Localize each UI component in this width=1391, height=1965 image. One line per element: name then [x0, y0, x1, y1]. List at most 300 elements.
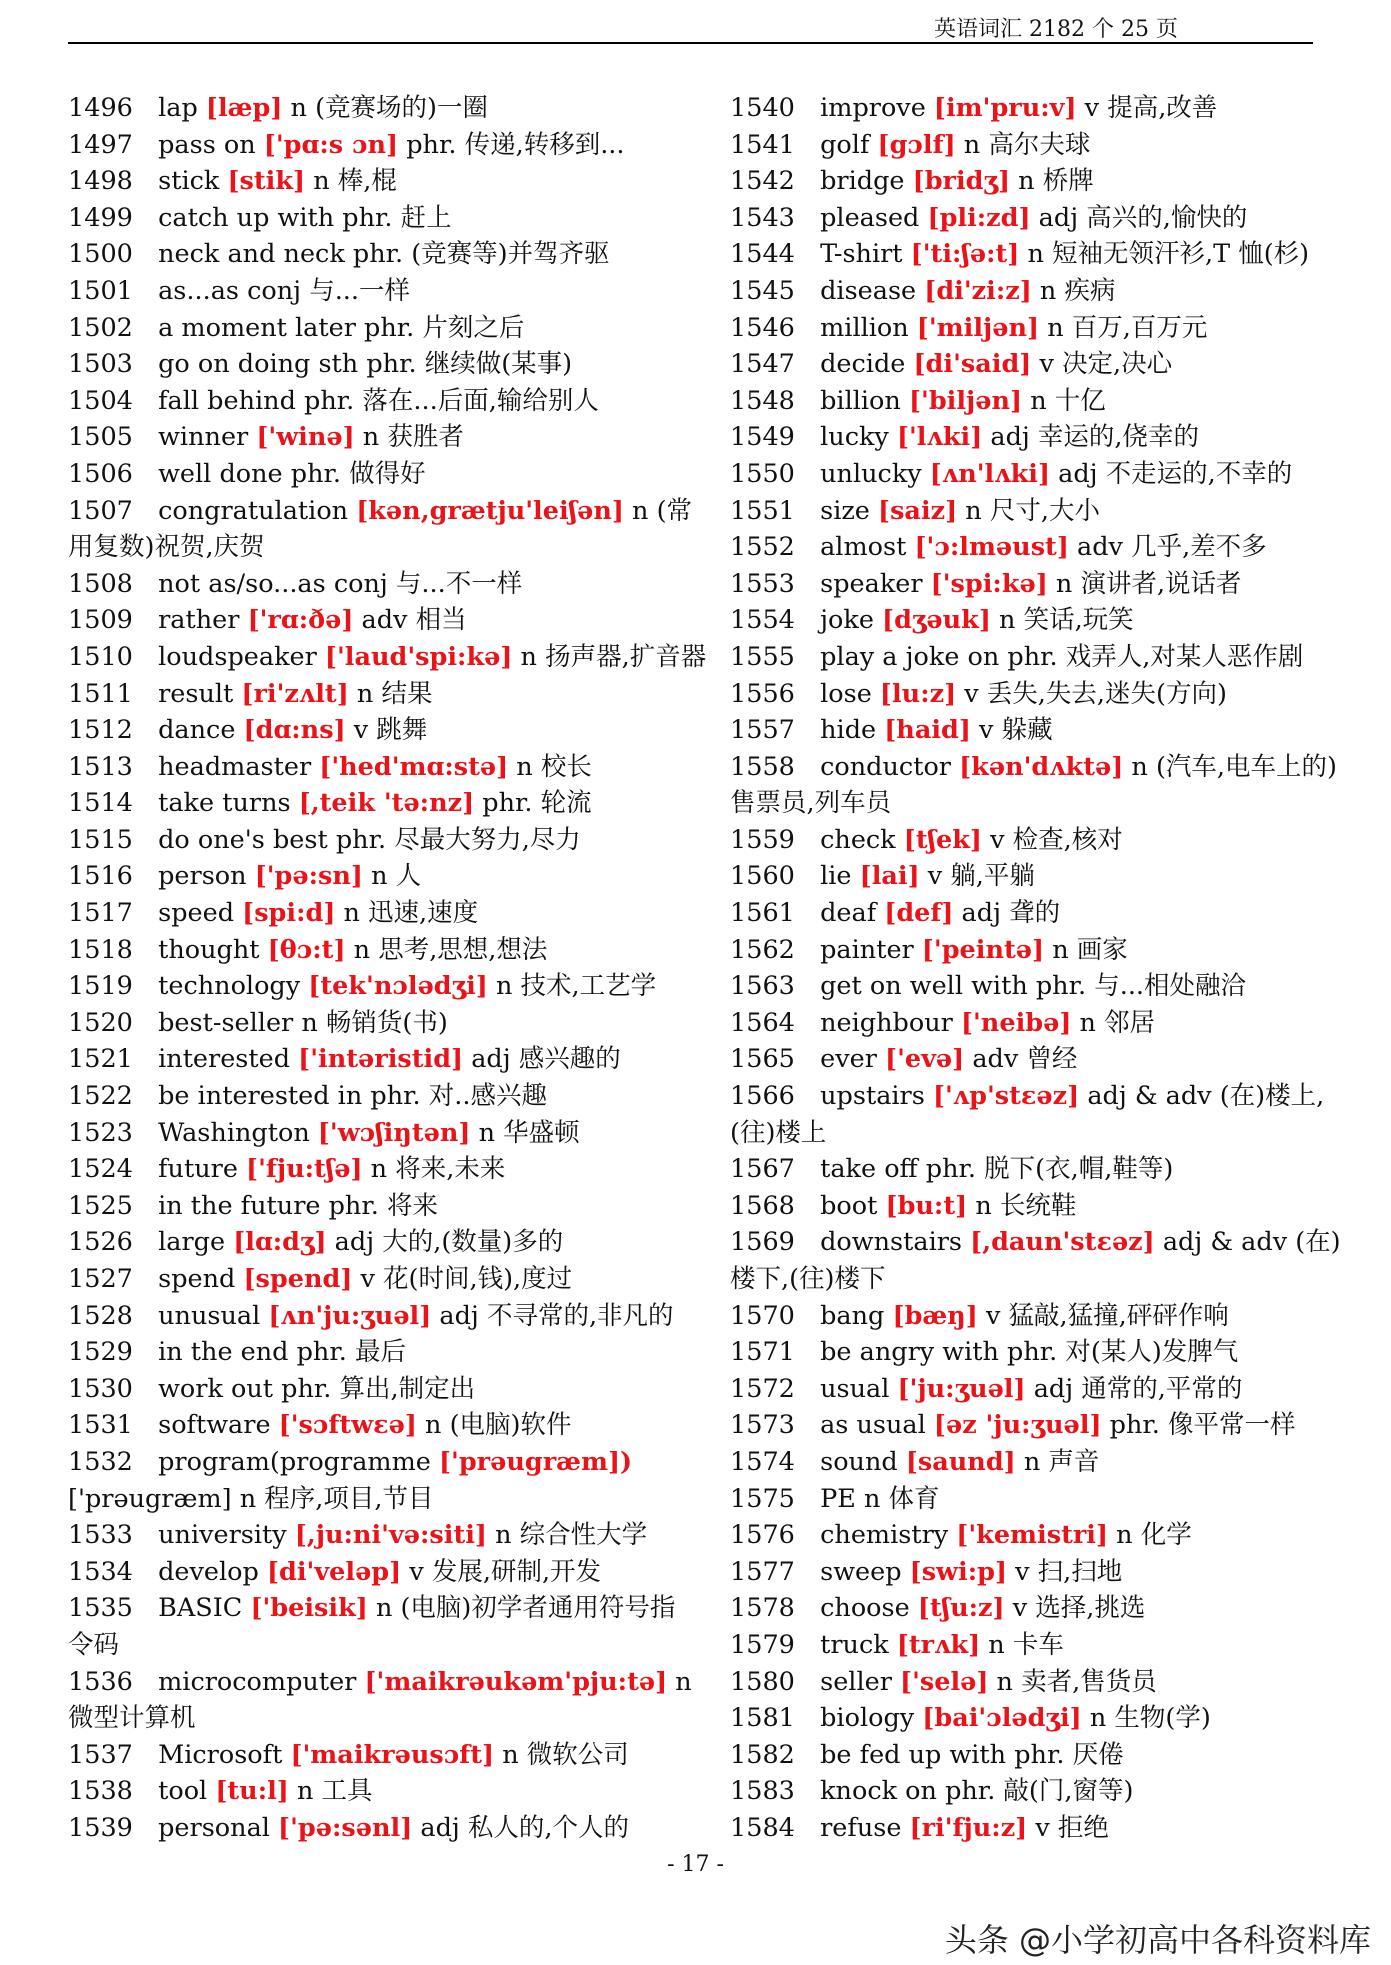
- entry-number: 1518: [68, 934, 133, 965]
- vocab-entry: [730, 529, 1360, 566]
- entry-number: 1502: [68, 312, 133, 343]
- entry-word: catch up with: [158, 202, 335, 233]
- entry-phonetic: ['ju:ʒuəl]: [897, 1373, 1026, 1404]
- entry-word: rather: [158, 605, 240, 636]
- entry-phonetic: ['fju:tʃə]: [246, 1154, 363, 1185]
- entry-number: 1505: [68, 422, 133, 453]
- entry-number: 1516: [68, 861, 133, 892]
- entry-word: get on well with: [820, 971, 1028, 1002]
- entry-part-of-speech: n: [301, 1007, 318, 1038]
- entry-definition: (常用复数)祝贺,庆贺: [68, 495, 693, 563]
- entry-definition: (在)楼下,(往)楼下: [730, 1227, 1341, 1294]
- vocab-entry: [68, 639, 707, 676]
- entry-definition: 短袖无领汗衫,T 恤(杉): [1052, 239, 1310, 270]
- entry-phonetic: ['spi:kə]: [930, 568, 1048, 599]
- entry-phonetic: ['biljən]: [908, 385, 1023, 416]
- entry-number: 1520: [68, 1007, 133, 1038]
- entry-part-of-speech: adj: [1058, 458, 1098, 489]
- vocab-entry: [68, 1737, 698, 1774]
- vocab-entry: [68, 493, 698, 566]
- entry-phonetic: [im'pru:v]: [933, 93, 1077, 123]
- entry-word: improve: [820, 93, 926, 123]
- entry-part-of-speech: n: [675, 1666, 692, 1697]
- entry-phonetic: ['evə]: [885, 1044, 965, 1075]
- entry-phonetic: [kən'dʌktə]: [959, 751, 1124, 782]
- entry-part-of-speech: n: [1116, 1520, 1133, 1551]
- entry-phonetic: ['maikrəusɔft]: [290, 1739, 495, 1770]
- entry-part-of-speech: n: [996, 1666, 1013, 1697]
- entry-definition: 相当: [415, 605, 467, 636]
- vocab-entry: [68, 858, 698, 895]
- entry-word: billion: [820, 385, 901, 416]
- entry-part-of-speech: n: [313, 166, 330, 197]
- entry-number: 1544: [730, 239, 795, 270]
- entry-definition: 轮流: [540, 788, 592, 819]
- entry-word: unusual: [158, 1300, 261, 1331]
- vocab-entry: [68, 456, 698, 493]
- entry-word: headmaster: [158, 751, 312, 782]
- vocab-entry: [68, 1664, 698, 1737]
- entry-definition: 提高,改善: [1107, 93, 1218, 123]
- entry-number: 1538: [68, 1776, 133, 1807]
- entry-number: 1582: [730, 1739, 795, 1770]
- vocab-entry: [730, 456, 1360, 493]
- entry-phonetic: [ʌn'lʌki]: [929, 458, 1051, 489]
- entry-number: 1555: [730, 641, 795, 672]
- entry-number: 1559: [730, 824, 795, 855]
- entry-part-of-speech: adj & adv: [1087, 1081, 1212, 1112]
- entry-part-of-speech: phr.: [304, 385, 355, 416]
- entry-phonetic: [def]: [884, 898, 954, 929]
- entry-phonetic: ['wɔʃiŋtən]: [317, 1117, 471, 1148]
- entry-part-of-speech: phr.: [370, 1081, 421, 1112]
- entry-definition: 大的,(数量)多的: [382, 1227, 564, 1258]
- entry-part-of-speech: n: [495, 1520, 512, 1551]
- entry-word: in the future: [158, 1190, 321, 1221]
- entry-word: speaker: [820, 568, 923, 599]
- entry-definition: 花(时间,钱),度过: [383, 1264, 573, 1294]
- entry-phonetic: ['maikrəukəm'pju:tə]: [364, 1666, 668, 1697]
- entry-number: 1522: [68, 1081, 133, 1112]
- vocab-entry: [730, 1737, 1360, 1774]
- entry-word: decide: [820, 349, 906, 380]
- entry-number: 1560: [730, 861, 795, 892]
- vocab-entry: [730, 712, 1360, 749]
- entry-phonetic: [lai]: [859, 861, 920, 892]
- entry-definition: 片刻之后: [422, 312, 525, 343]
- entry-number: 1541: [730, 129, 795, 160]
- entry-part-of-speech: v: [1012, 1593, 1028, 1624]
- entry-number: 1545: [730, 275, 795, 306]
- entry-definition: 检查,核对: [1012, 824, 1123, 855]
- entry-number: 1535: [68, 1593, 133, 1624]
- entry-part-of-speech: n: [520, 641, 537, 672]
- entry-word: conductor: [820, 751, 951, 782]
- vocab-entry: [730, 1371, 1360, 1408]
- entry-number: 1507: [68, 495, 133, 526]
- entry-word: disease: [820, 275, 917, 306]
- entry-definition: 邻居: [1104, 1007, 1156, 1038]
- entry-number: 1577: [730, 1556, 795, 1587]
- entry-word: as usual: [820, 1410, 926, 1441]
- entry-word: truck: [820, 1629, 889, 1660]
- entry-phonetic: [tek'nɔlədʒi]: [308, 971, 488, 1002]
- entry-word: boot: [820, 1190, 878, 1221]
- entry-definition: 人: [395, 861, 422, 892]
- entry-part-of-speech: conj: [247, 275, 302, 306]
- entry-part-of-speech: phr.: [1007, 641, 1058, 672]
- entry-definition: 尺寸,大小: [989, 495, 1100, 526]
- entry-part-of-speech: adj: [471, 1044, 511, 1075]
- entry-phonetic: ['rɑ:ðə]: [247, 605, 354, 636]
- entry-number: 1501: [68, 275, 133, 306]
- entry-number: 1576: [730, 1520, 795, 1551]
- entry-word: downstairs: [820, 1227, 963, 1258]
- entry-part-of-speech: adj: [1038, 202, 1079, 233]
- vocab-entry: [68, 1407, 698, 1444]
- entry-number: 1533: [68, 1520, 133, 1551]
- entry-number: 1532: [68, 1446, 133, 1477]
- entry-phonetic: [haid]: [884, 715, 971, 746]
- entry-phonetic: ['pə:sn]: [254, 861, 363, 892]
- entry-phonetic: [bæŋ]: [892, 1300, 978, 1331]
- entry-part-of-speech: phr.: [342, 202, 393, 233]
- vocab-entry: [730, 602, 1360, 639]
- entry-phonetic: ['pɑ:s ɔn]: [263, 129, 399, 160]
- vocab-entry: [730, 968, 1360, 1005]
- entry-word: golf: [820, 129, 870, 160]
- entry-part-of-speech: phr.: [296, 1337, 347, 1368]
- entry-phonetic: [ri'fju:z]: [909, 1812, 1028, 1843]
- entry-word: do one's best: [158, 824, 328, 855]
- entry-number: 1578: [730, 1593, 795, 1624]
- entry-definition: 疾病: [1064, 275, 1116, 306]
- entry-definition: 工具: [321, 1776, 373, 1807]
- entry-part-of-speech: n: [478, 1117, 496, 1148]
- entry-phonetic: [bridʒ]: [912, 166, 1011, 197]
- entry-phonetic: [spend]: [243, 1264, 353, 1294]
- vocab-entry: [730, 1810, 1360, 1847]
- vocab-entry: [68, 1005, 698, 1042]
- vocab-entry: [730, 493, 1360, 530]
- entry-definition: 像平常一样: [1168, 1410, 1296, 1441]
- entry-part-of-speech: n: [353, 934, 371, 965]
- vocab-entry: [68, 749, 698, 786]
- entry-part-of-speech: v: [409, 1556, 424, 1587]
- entry-definition: 继续做(某事): [424, 349, 573, 380]
- entry-phonetic: [tʃek]: [903, 824, 982, 855]
- entry-word: go on doing sth: [158, 349, 359, 380]
- entry-part-of-speech: n: [965, 495, 982, 526]
- entry-number: 1568: [730, 1190, 795, 1221]
- entry-word: lucky: [820, 422, 889, 453]
- page-number: - 17 -: [667, 1852, 724, 1877]
- entry-phonetic: [,teik 'tə:nz]: [298, 788, 475, 819]
- entry-phonetic: ['selə]: [900, 1666, 989, 1697]
- vocab-entry: [730, 1444, 1360, 1481]
- entry-part-of-speech: phr.: [406, 129, 457, 160]
- entry-part-of-speech: conj: [333, 568, 388, 599]
- entry-phonetic: ['hed'mɑ:stə]: [319, 751, 509, 782]
- entry-part-of-speech: n: [343, 898, 360, 929]
- vocab-entry: [68, 90, 698, 127]
- entry-definition: 棒,棍: [337, 166, 397, 197]
- vocab-entry: [730, 676, 1360, 713]
- entry-definition: (电脑)软件: [449, 1410, 572, 1441]
- vocab-entry: [68, 310, 698, 347]
- vocab-entry: [730, 1151, 1360, 1188]
- entry-definition: 猛敲,猛撞,砰砰作响: [1008, 1300, 1229, 1331]
- entry-number: 1519: [68, 971, 133, 1002]
- vocab-entry: [68, 932, 698, 969]
- vocab-entry: [68, 566, 698, 603]
- header-title: 英语词汇 2182 个 25 页: [934, 17, 1178, 42]
- entry-word: well done: [158, 458, 283, 489]
- entry-number: 1517: [68, 898, 133, 929]
- entry-definition: 体育: [888, 1483, 940, 1514]
- entry-phonetic: [tu:l]: [215, 1776, 289, 1807]
- entry-part-of-speech: n: [290, 93, 307, 123]
- entry-part-of-speech: n: [1047, 312, 1064, 343]
- entry-phonetic: ['intəristid]: [298, 1044, 464, 1075]
- entry-definition: 曾经: [1026, 1044, 1078, 1075]
- vocab-entry: [68, 273, 698, 310]
- entry-number: 1512: [68, 715, 133, 746]
- vocab-entry: [68, 1078, 698, 1115]
- entry-definition: 幸运的,侥幸的: [1037, 422, 1200, 453]
- entry-definition: 私人的,个人的: [467, 1812, 630, 1843]
- entry-phonetic: [bai'ɔlədʒi]: [922, 1703, 1082, 1734]
- entry-part-of-speech: phr.: [364, 312, 415, 343]
- entry-definition: 化学: [1140, 1520, 1192, 1551]
- entry-word: work out: [158, 1373, 274, 1404]
- vocab-entry: [730, 858, 1360, 895]
- entry-number: 1549: [730, 422, 795, 453]
- vocab-entry: [730, 822, 1360, 859]
- entry-word: stick: [158, 166, 220, 197]
- entry-part-of-speech: n: [1018, 166, 1035, 197]
- entry-number: 1515: [68, 824, 133, 855]
- entry-number: 1575: [730, 1483, 795, 1514]
- vocab-entry: [730, 346, 1360, 383]
- entry-phonetic: [di'said]: [913, 349, 1032, 380]
- vocab-entry: [730, 127, 1360, 164]
- entry-definition: 跳舞: [376, 715, 428, 746]
- entry-phonetic: ['beisik]: [250, 1593, 368, 1624]
- vocab-entry: [68, 1041, 698, 1078]
- entry-number: 1563: [730, 971, 795, 1002]
- entry-definition: 尽最大努力,尽力: [394, 824, 581, 855]
- vocab-entry: [68, 1371, 698, 1408]
- entry-number: 1572: [730, 1373, 795, 1404]
- right-vocab-column: [730, 90, 1360, 1847]
- entry-word: bridge: [820, 166, 905, 197]
- entry-definition: 脱下(衣,帽,鞋等): [984, 1154, 1174, 1185]
- vocab-entry: [730, 1188, 1360, 1225]
- entry-word: a moment later: [158, 312, 356, 343]
- entry-phonetic: ['kemistri]: [956, 1520, 1109, 1551]
- entry-definition: 技术,工艺学: [520, 971, 657, 1002]
- entry-part-of-speech: adj: [1033, 1373, 1074, 1404]
- entry-word: as...as: [158, 275, 240, 306]
- entry-phonetic: [spi:d]: [242, 898, 336, 929]
- entry-number: 1561: [730, 898, 795, 929]
- entry-definition: 丢失,失去,迷失(方向): [986, 678, 1227, 709]
- entry-word: unlucky: [820, 458, 922, 489]
- entry-word: speed: [158, 898, 235, 929]
- entry-definition: 生物(学): [1114, 1703, 1211, 1734]
- entry-number: 1497: [68, 129, 133, 160]
- vocab-entry: [730, 1298, 1360, 1335]
- entry-definition: 戏弄人,对某人恶作剧: [1065, 641, 1304, 672]
- entry-word: large: [158, 1227, 226, 1258]
- entry-part-of-speech: phr.: [1014, 1739, 1065, 1770]
- entry-word: person: [158, 861, 247, 892]
- vocab-entry: [68, 1334, 698, 1371]
- entry-definition: 画家: [1076, 934, 1128, 965]
- entry-word: painter: [820, 934, 914, 965]
- entry-number: 1571: [730, 1337, 795, 1368]
- entry-part-of-speech: phr.: [945, 1776, 996, 1807]
- entry-definition: (在)楼上,(往)楼上: [730, 1081, 1325, 1148]
- entry-word: upstairs: [820, 1081, 925, 1112]
- entry-definition: 拒绝: [1057, 1812, 1109, 1843]
- vocab-entry: [68, 1444, 698, 1517]
- entry-definition: 微软公司: [526, 1739, 629, 1770]
- entry-part-of-speech: n: [502, 1739, 519, 1770]
- vocab-entry: [68, 968, 698, 1005]
- entry-number: 1550: [730, 458, 795, 489]
- entry-word: future: [158, 1154, 238, 1185]
- entry-phonetic: ['prəugræm]): [438, 1446, 633, 1477]
- entry-part-of-speech: adv: [361, 605, 408, 636]
- entry-word: size: [820, 495, 870, 526]
- entry-part-of-speech: phr.: [366, 349, 417, 380]
- entry-part-of-speech: n: [864, 1483, 881, 1514]
- entry-phonetic: ['ɔ:lməust]: [914, 532, 1069, 563]
- vocab-entry: [68, 1224, 698, 1261]
- vocab-entry: [68, 1298, 698, 1335]
- entry-part-of-speech: adj: [439, 1300, 479, 1331]
- entry-part-of-speech: n: [1079, 1007, 1096, 1038]
- entry-part-of-speech: adj: [961, 898, 1001, 929]
- vocab-entry: [730, 1078, 1360, 1151]
- entry-part-of-speech: n: [375, 1593, 393, 1624]
- entry-phonetic: ['pə:sənl]: [278, 1812, 413, 1843]
- entry-part-of-speech: v: [979, 715, 994, 746]
- entry-part-of-speech: n: [1027, 239, 1044, 270]
- entry-definition: 发展,研制,开发: [431, 1556, 602, 1587]
- entry-word: joke: [820, 605, 874, 636]
- entry-part-of-speech: v: [1039, 349, 1054, 380]
- entry-part-of-speech: v: [353, 715, 369, 746]
- entry-word: in the end: [158, 1337, 289, 1368]
- entry-word: Microsoft: [158, 1739, 283, 1770]
- entry-word: tool: [158, 1776, 208, 1807]
- entry-definition: 将来: [386, 1190, 438, 1221]
- entry-definition: 将来,未来: [395, 1154, 506, 1185]
- entry-word: seller: [820, 1666, 892, 1697]
- entry-part-of-speech: v: [990, 824, 1005, 855]
- entry-definition: 十亿: [1054, 385, 1106, 416]
- entry-definition: 结果: [381, 678, 433, 709]
- entry-word: pleased: [820, 202, 920, 233]
- entry-number: 1523: [68, 1117, 133, 1148]
- entry-word: take off: [820, 1154, 918, 1185]
- left-vocab-column: [68, 90, 707, 1847]
- entry-definition: (竞赛场的)一圈: [315, 93, 488, 123]
- entry-word: fall behind: [158, 385, 296, 416]
- entry-phonetic: ['peintə]: [921, 934, 1045, 965]
- entry-word: program(programme: [158, 1446, 431, 1477]
- entry-number: 1530: [68, 1373, 133, 1404]
- entry-word: choose: [820, 1593, 910, 1624]
- vocab-entry: [68, 419, 698, 456]
- vocab-entry: [730, 1554, 1360, 1591]
- entry-part-of-speech: n: [495, 971, 513, 1002]
- entry-word: biology: [820, 1703, 915, 1734]
- entry-number: 1524: [68, 1154, 133, 1185]
- vocab-entry: [68, 602, 698, 639]
- entry-number: 1508: [68, 568, 133, 599]
- entry-word: lap: [158, 93, 198, 123]
- entry-number: 1546: [730, 312, 795, 343]
- entry-word: neighbour: [820, 1007, 953, 1038]
- vocab-entry: [68, 822, 698, 859]
- entry-word: chemistry: [820, 1520, 949, 1551]
- vocab-entry: [730, 749, 1360, 822]
- entry-number: 1548: [730, 385, 795, 416]
- entry-number: 1503: [68, 349, 133, 380]
- entry-part-of-speech: n: [988, 1629, 1005, 1660]
- entry-definition: 畅销货(书): [325, 1007, 448, 1038]
- entry-number: 1552: [730, 532, 795, 563]
- entry-part-of-speech: phr.: [1109, 1410, 1160, 1441]
- entry-number: 1554: [730, 605, 795, 636]
- vocab-entry: [68, 383, 698, 420]
- vocab-entry: [68, 346, 698, 383]
- entry-word: be interested in: [158, 1081, 363, 1112]
- entry-phonetic: [lɑ:dʒ]: [233, 1227, 327, 1258]
- entry-definition: 与...相处融洽: [1094, 971, 1247, 1002]
- entry-phonetic: ['ti:ʃə:t]: [910, 239, 1020, 270]
- entry-definition: 决定,决心: [1061, 349, 1173, 380]
- vocab-entry: [730, 932, 1360, 969]
- entry-word: ever: [820, 1044, 877, 1075]
- entry-number: 1500: [68, 239, 133, 270]
- entry-phonetic: [læp]: [205, 93, 283, 123]
- entry-word: lie: [820, 861, 852, 892]
- entry-part-of-speech: v: [964, 678, 979, 709]
- vocab-entry: [730, 163, 1360, 200]
- entry-definition: 最后: [354, 1337, 406, 1368]
- entry-part-of-speech: n: [1055, 568, 1073, 599]
- entry-definition: 百万,百万元: [1071, 312, 1208, 343]
- entry-part-of-speech: n: [1023, 1446, 1041, 1477]
- entry-number: 1557: [730, 715, 795, 746]
- entry-word: loudspeaker: [158, 641, 317, 672]
- entry-part-of-speech: adv: [972, 1044, 1019, 1075]
- vocab-entry: [68, 1151, 698, 1188]
- entry-word: deaf: [820, 898, 877, 929]
- entry-definition: 思考,思想,想法: [378, 934, 548, 965]
- vocab-entry: [730, 1700, 1360, 1737]
- entry-number: 1551: [730, 495, 795, 526]
- entry-part-of-speech: n: [356, 678, 374, 709]
- entry-number: 1570: [730, 1300, 795, 1331]
- entry-part-of-speech: v: [927, 861, 943, 892]
- entry-number: 1506: [68, 458, 133, 489]
